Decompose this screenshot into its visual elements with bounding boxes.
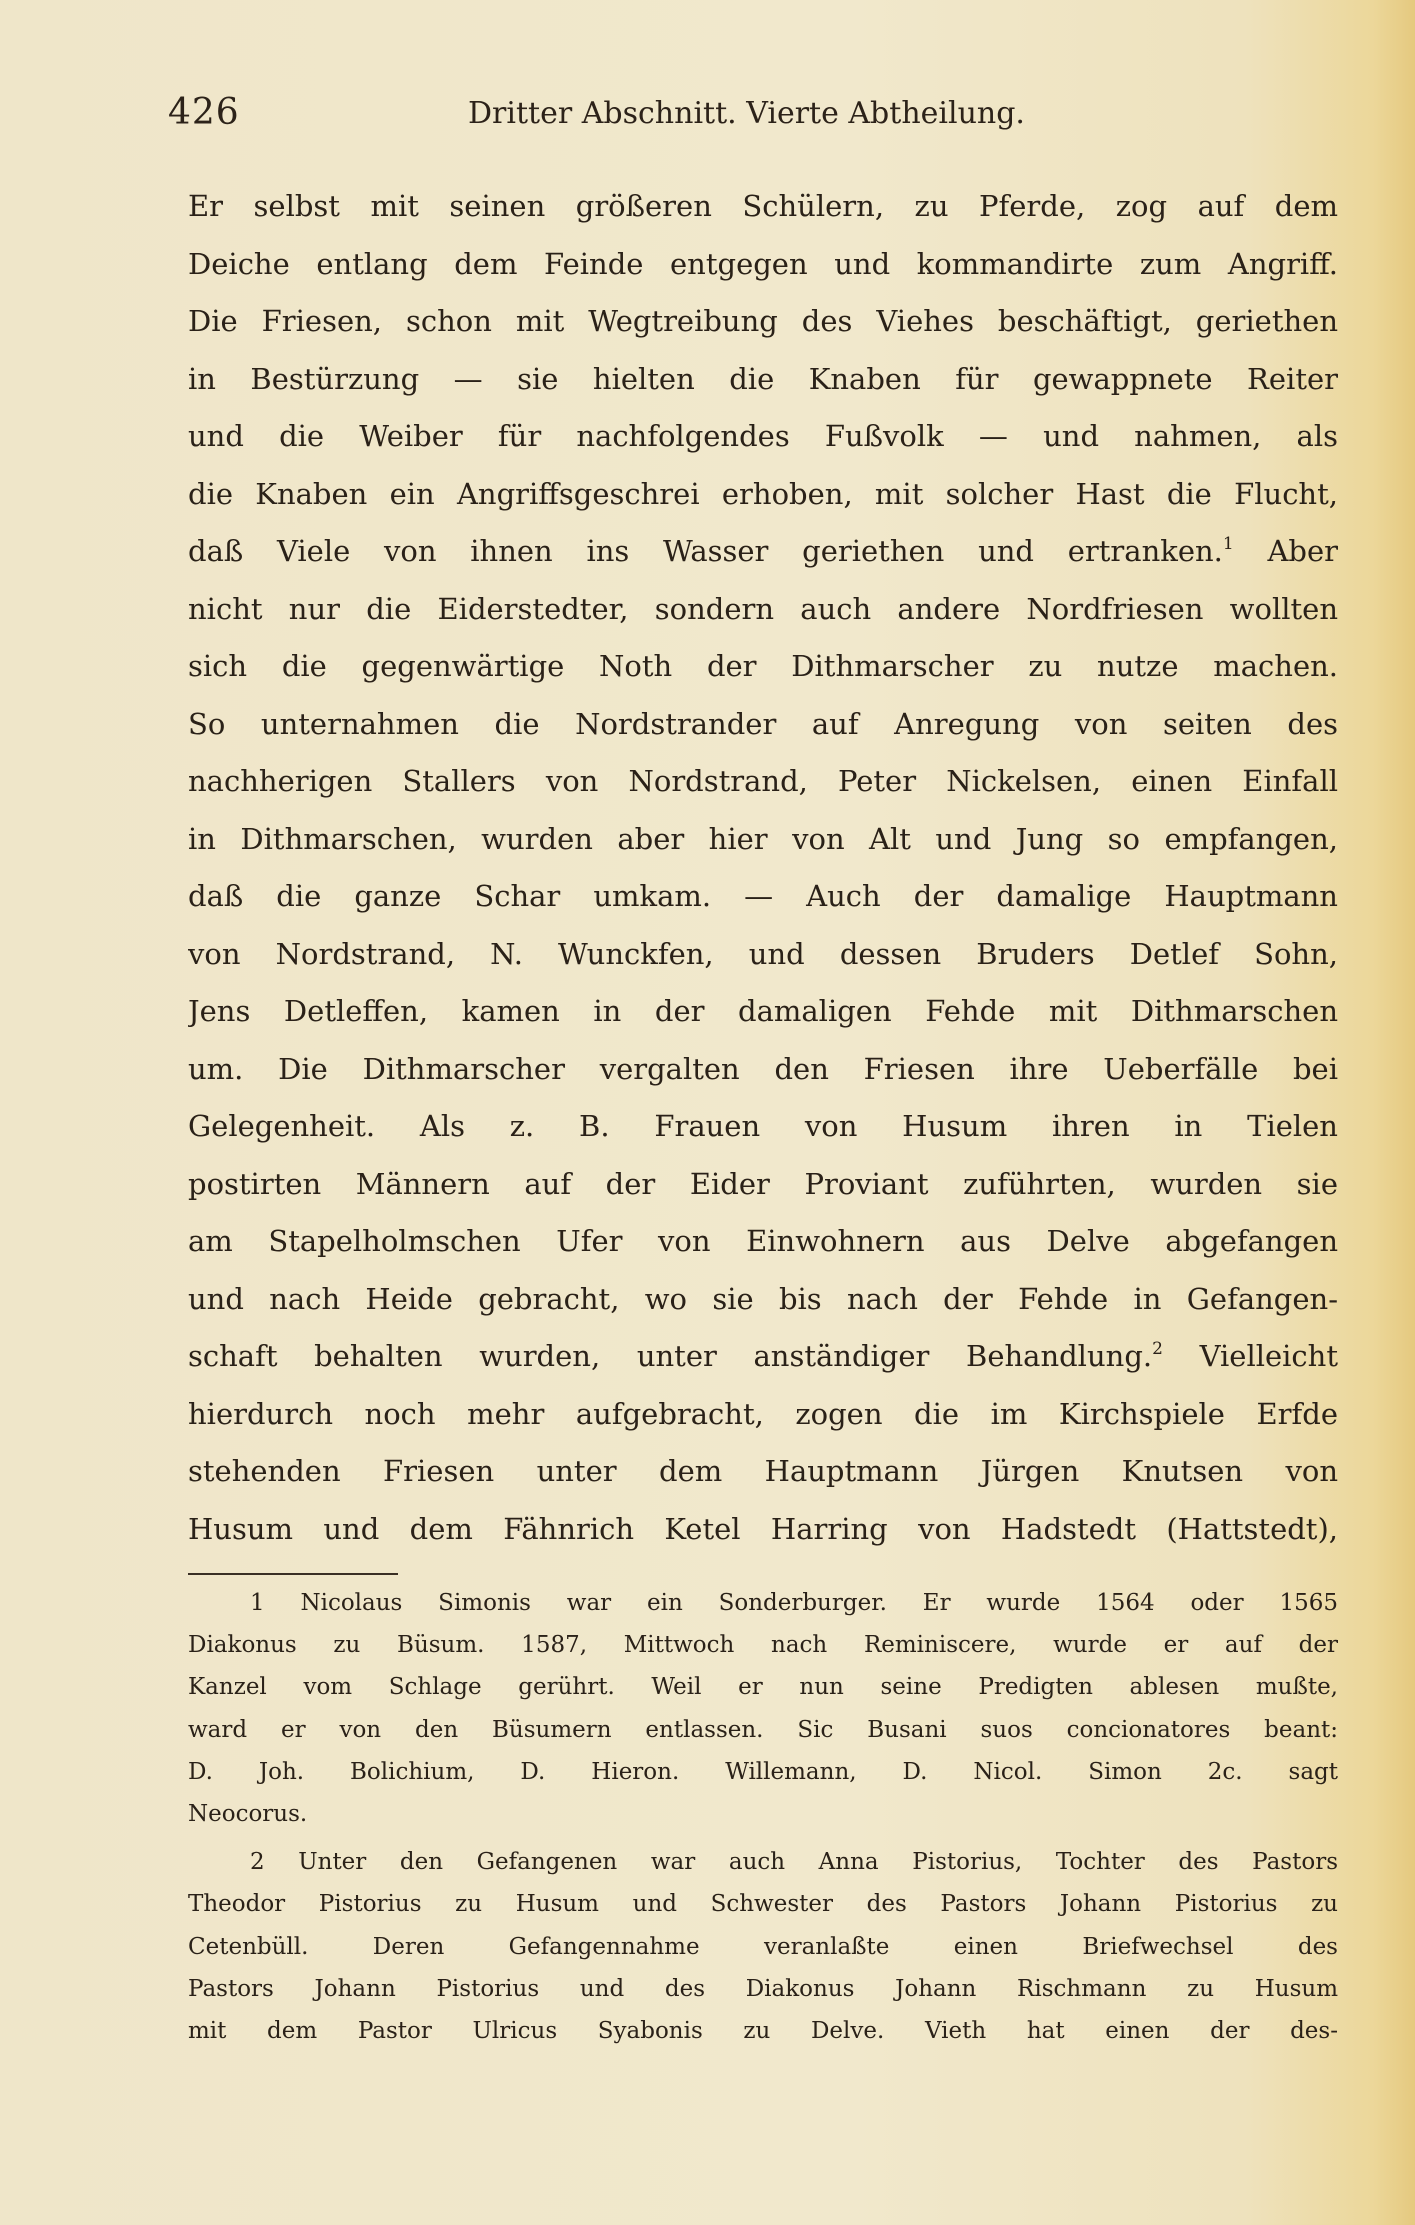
text-line	[188, 1328, 1338, 1386]
footnote-1-line: Diakonus zu Büsum. 1587, Mittwoch nach Reminiscere, wurde er auf der	[188, 1632, 1338, 1659]
main-text	[188, 178, 1338, 1558]
text-line: Er selbst mit seinen größeren Schülern, zu Pferde, zog auf dem	[188, 189, 1338, 223]
text-line: die Knaben ein Angriffsgeschrei erhoben, mit solcher Hast die Flucht,	[188, 476, 1338, 511]
text-line: Gelegenheit. Als z. B. Frauen von Husum ihren in Tielen	[188, 1109, 1338, 1143]
footnote-2-line: mit dem Pastor Ulricus Syabonis zu Delve. Vieth hat einen der des-	[188, 2017, 1338, 2044]
text-line: Jens Detleffen, kamen in der damaligen Fehde mit Dithmarschen	[188, 994, 1338, 1028]
footnote-1-line: ward er von den Büsumern entlassen. Sic Busani suos concionatores beant:	[188, 1716, 1338, 1743]
text-segment: schaft behalten wurden, unter anständiger Behandlung.	[188, 1339, 1153, 1373]
footnote-1-line: Kanzel vom Schlage gerührt. Weil er nun seine Predigten ablesen mußte,	[188, 1674, 1338, 1701]
text-segment: Vielleicht	[1199, 1339, 1338, 1373]
footnote-1-line: 1 Nicolaus Simonis war ein Sonderburger. Er wurde 1564 oder 1565	[250, 1590, 1338, 1616]
text-segment: Aber	[1267, 534, 1338, 568]
footnote-1-line: Neocorus.	[188, 1800, 308, 1827]
text-line: in Bestürzung — sie hielten die Knaben für gewappnete Reiter	[188, 361, 1338, 396]
text-line: nachherigen Stallers von Nordstrand, Peter Nickelsen, einen Einfall	[188, 764, 1338, 798]
footnote-marker-1: 1	[1222, 534, 1234, 554]
text-line: Deiche entlang dem Feinde entgegen und kommandirte zum Angriff.	[188, 246, 1338, 281]
page-number: 426	[168, 92, 240, 133]
page-header	[168, 92, 1308, 142]
text-line: in Dithmarschen, wurden aber hier von Alt und Jung so empfangen,	[188, 821, 1338, 856]
footnote-2-line: Theodor Pistorius zu Husum und Schwester des Pastors Johann Pistorius zu	[188, 1891, 1338, 1918]
text-line: von Nordstrand, N. Wunckfen, und dessen Bruders Detlef Sohn,	[188, 936, 1338, 971]
text-line: daß die ganze Schar umkam. — Auch der damalige Hauptmann	[188, 879, 1338, 913]
text-segment: daß Viele von ihnen ins Wasser geriethen und ertranken.	[188, 534, 1223, 568]
footnote-marker-2: 2	[1152, 1339, 1163, 1359]
footnote-1-line: D. Joh. Bolichium, D. Hieron. Willemann, D. Nicol. Simon 2c. sagt	[188, 1758, 1338, 1785]
footnote-2-line: Pastors Johann Pistorius und des Diakonus Johann Rischmann zu Husum	[188, 1975, 1338, 2002]
text-line: hierdurch noch mehr aufgebracht, zogen die im Kirchspiele Erfde	[188, 1396, 1338, 1431]
text-line: um. Die Dithmarscher vergalten den Friesen ihre Ueberfälle bei	[188, 1051, 1338, 1086]
text-line: und die Weiber für nachfolgendes Fußvolk — und nahmen, als	[188, 419, 1338, 453]
footnote-divider	[188, 1573, 398, 1575]
text-line: Husum und dem Fähnrich Ketel Harring von Hadstedt (Hattstedt),	[188, 1511, 1338, 1546]
text-line: nicht nur die Eiderstedter, sondern auch andere Nordfriesen wollten	[188, 591, 1338, 626]
text-line: Die Friesen, schon mit Wegtreibung des Viehes beschäftigt, geriethen	[188, 304, 1338, 338]
running-head: Dritter Abschnitt. Vierte Abtheilung.	[468, 96, 1025, 131]
text-line: am Stapelholmschen Ufer von Einwohnern aus Delve abgefangen	[188, 1224, 1338, 1258]
footnote-2-line: 2 Unter den Gefangenen war auch Anna Pistorius, Tochter des Pastors	[250, 1849, 1338, 1876]
text-line	[188, 523, 1338, 581]
text-line: sich die gegenwärtige Noth der Dithmarscher zu nutze machen.	[188, 649, 1338, 683]
text-line: postirten Männern auf der Eider Proviant zuführten, wurden sie	[188, 1166, 1338, 1201]
text-line: stehenden Friesen unter dem Hauptmann Jürgen Knutsen von	[188, 1454, 1338, 1488]
footnote-2-line: Cetenbüll. Deren Gefangennahme veranlaßte einen Briefwechsel des	[188, 1933, 1338, 1960]
text-line: So unternahmen die Nordstrander auf Anregung von seiten des	[188, 706, 1338, 741]
footnotes	[188, 1582, 1338, 2052]
text-line: und nach Heide gebracht, wo sie bis nach der Fehde in Gefangen-	[188, 1281, 1338, 1316]
